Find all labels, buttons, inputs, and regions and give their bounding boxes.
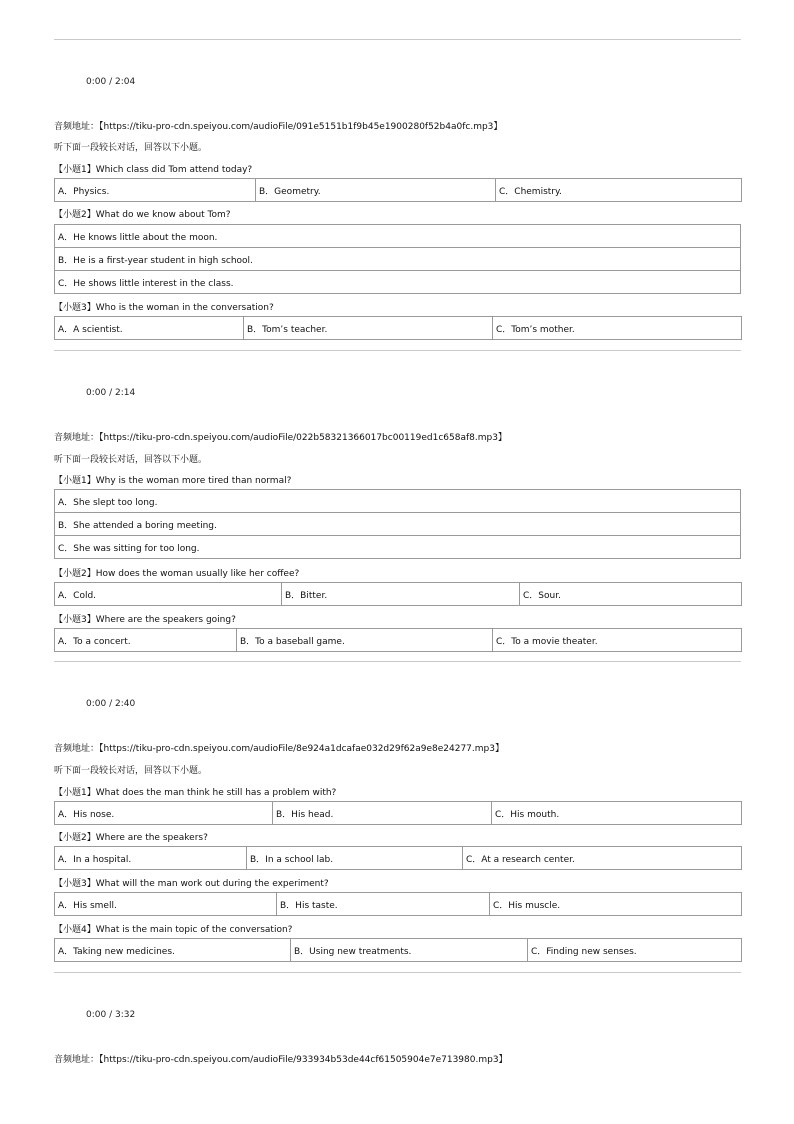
options-table: [54, 489, 741, 559]
option-a[interactable]: A．Physics.: [55, 179, 256, 202]
audio-url-label: 音频地址：: [54, 744, 100, 754]
options-row: [55, 629, 742, 652]
question-prompt: [54, 207, 231, 220]
question-text: Who is the woman in the conversation?: [95, 303, 274, 313]
question-prompt: [54, 612, 236, 625]
question-prompt: [54, 876, 329, 889]
option-b[interactable]: B．Bitter.: [282, 583, 520, 606]
question-label: 【小题1】: [54, 788, 96, 798]
question-prompt: [54, 162, 252, 175]
option-a[interactable]: A．In a hospital.: [55, 847, 247, 870]
option-c[interactable]: C．Chemistry.: [496, 179, 742, 202]
question-prompt: [54, 922, 292, 935]
question-text: What will the man work out during the experiment?: [95, 879, 329, 889]
options-row: [55, 513, 741, 536]
audio-time-display: 0:00 / 2:14: [86, 388, 136, 398]
options-table: [54, 224, 741, 294]
option-b[interactable]: B．He is a first-year student in high school.: [55, 248, 741, 271]
option-c[interactable]: C．He shows little interest in the class.: [55, 271, 741, 294]
audio-url-line: [54, 741, 504, 754]
audio-url-label: 音频地址：: [54, 122, 100, 132]
options-row: [55, 248, 741, 271]
question-prompt: [54, 473, 291, 486]
option-b[interactable]: B．In a school lab.: [247, 847, 463, 870]
option-b[interactable]: B．His taste.: [277, 893, 490, 916]
section-divider: [54, 661, 741, 662]
question-label: 【小题2】: [54, 833, 96, 843]
audio-url-line: [54, 430, 507, 443]
audio-url-line: [54, 119, 502, 132]
options-row: [55, 317, 742, 340]
options-row: [55, 893, 742, 916]
question-text: Where are the speakers?: [95, 833, 208, 843]
question-text: Why is the woman more tired than normal?: [95, 476, 292, 486]
option-b[interactable]: B．Geometry.: [256, 179, 496, 202]
question-prompt: [54, 566, 299, 579]
question-text: How does the woman usually like her coffee?: [95, 569, 300, 579]
options-table: [54, 178, 742, 202]
option-a[interactable]: A．Cold.: [55, 583, 282, 606]
option-a[interactable]: A．He knows little about the moon.: [55, 225, 741, 248]
question-prompt: [54, 830, 208, 843]
options-row: [55, 583, 742, 606]
option-c[interactable]: C．His mouth.: [492, 802, 742, 825]
option-b[interactable]: B．To a baseball game.: [237, 629, 493, 652]
option-b[interactable]: B．Using new treatments.: [291, 939, 528, 962]
question-text: What is the main topic of the conversation?: [95, 925, 293, 935]
options-row: [55, 179, 742, 202]
options-table: [54, 582, 742, 606]
question-prompt: [54, 300, 274, 313]
option-c[interactable]: C．She was sitting for too long.: [55, 536, 741, 559]
question-label: 【小题2】: [54, 210, 96, 220]
section-divider: [54, 350, 741, 351]
option-c[interactable]: C．Sour.: [520, 583, 742, 606]
audio-url-link[interactable]: 【https://tiku-pro-cdn.speiyou.com/audioFile/022b58321366017bc00119ed1c658af8.mp3】: [99, 433, 507, 443]
options-table: [54, 801, 742, 825]
audio-url-link[interactable]: 【https://tiku-pro-cdn.speiyou.com/audioFile/8e924a1dcafae032d29f62a9e8e24277.mp3】: [99, 744, 504, 754]
option-b[interactable]: B．Tom’s teacher.: [244, 317, 493, 340]
section-divider: [54, 39, 741, 40]
option-a[interactable]: A．A scientist.: [55, 317, 244, 340]
question-label: 【小题3】: [54, 879, 96, 889]
options-row: [55, 271, 741, 294]
question-text: What does the man think he still has a problem with?: [95, 788, 337, 798]
options-row: [55, 225, 741, 248]
option-c[interactable]: C．To a movie theater.: [493, 629, 742, 652]
options-row: [55, 939, 742, 962]
options-table: [54, 846, 742, 870]
question-label: 【小题1】: [54, 476, 96, 486]
option-c[interactable]: C．At a research center.: [463, 847, 742, 870]
question-label: 【小题1】: [54, 165, 96, 175]
options-row: [55, 802, 742, 825]
audio-url-label: 音频地址：: [54, 433, 100, 443]
audio-url-link[interactable]: 【https://tiku-pro-cdn.speiyou.com/audioFile/091e5151b1f9b45e1900280f52b4a0fc.mp3】: [99, 122, 503, 132]
audio-url-line: [54, 1052, 508, 1065]
options-row: [55, 536, 741, 559]
option-b[interactable]: B．She attended a boring meeting.: [55, 513, 741, 536]
options-table: [54, 938, 742, 962]
option-b[interactable]: B．His head.: [273, 802, 492, 825]
option-c[interactable]: C．Tom’s mother.: [493, 317, 742, 340]
question-text: What do we know about Tom?: [95, 210, 231, 220]
option-a[interactable]: A．She slept too long.: [55, 490, 741, 513]
question-label: 【小题3】: [54, 615, 96, 625]
instruction-text: 听下面一段较长对话，回答以下小题。: [54, 766, 208, 776]
instruction-text: 听下面一段较长对话，回答以下小题。: [54, 143, 208, 153]
question-text: Which class did Tom attend today?: [95, 165, 253, 175]
option-a[interactable]: A．Taking new medicines.: [55, 939, 291, 962]
question-label: 【小题3】: [54, 303, 96, 313]
option-c[interactable]: C．His muscle.: [490, 893, 742, 916]
question-text: Where are the speakers going?: [95, 615, 236, 625]
option-c[interactable]: C．Finding new senses.: [528, 939, 742, 962]
question-label: 【小题4】: [54, 925, 96, 935]
options-table: [54, 892, 742, 916]
audio-time-display: 0:00 / 3:32: [86, 1010, 136, 1020]
options-row: [55, 490, 741, 513]
section-divider: [54, 972, 741, 973]
option-a[interactable]: A．His smell.: [55, 893, 277, 916]
question-prompt: [54, 785, 336, 798]
option-a[interactable]: A．To a concert.: [55, 629, 237, 652]
question-label: 【小题2】: [54, 569, 96, 579]
options-table: [54, 316, 742, 340]
audio-url-label: 音频地址：: [54, 1055, 100, 1065]
audio-time-display: 0:00 / 2:40: [86, 699, 136, 709]
option-a[interactable]: A．His nose.: [55, 802, 273, 825]
options-table: [54, 628, 742, 652]
audio-time-display: 0:00 / 2:04: [86, 77, 136, 87]
options-row: [55, 847, 742, 870]
instruction-text: 听下面一段较长对话，回答以下小题。: [54, 455, 208, 465]
audio-url-link[interactable]: 【https://tiku-pro-cdn.speiyou.com/audioFile/933934b53de44cf61505904e7e713980.mp3】: [99, 1055, 508, 1065]
